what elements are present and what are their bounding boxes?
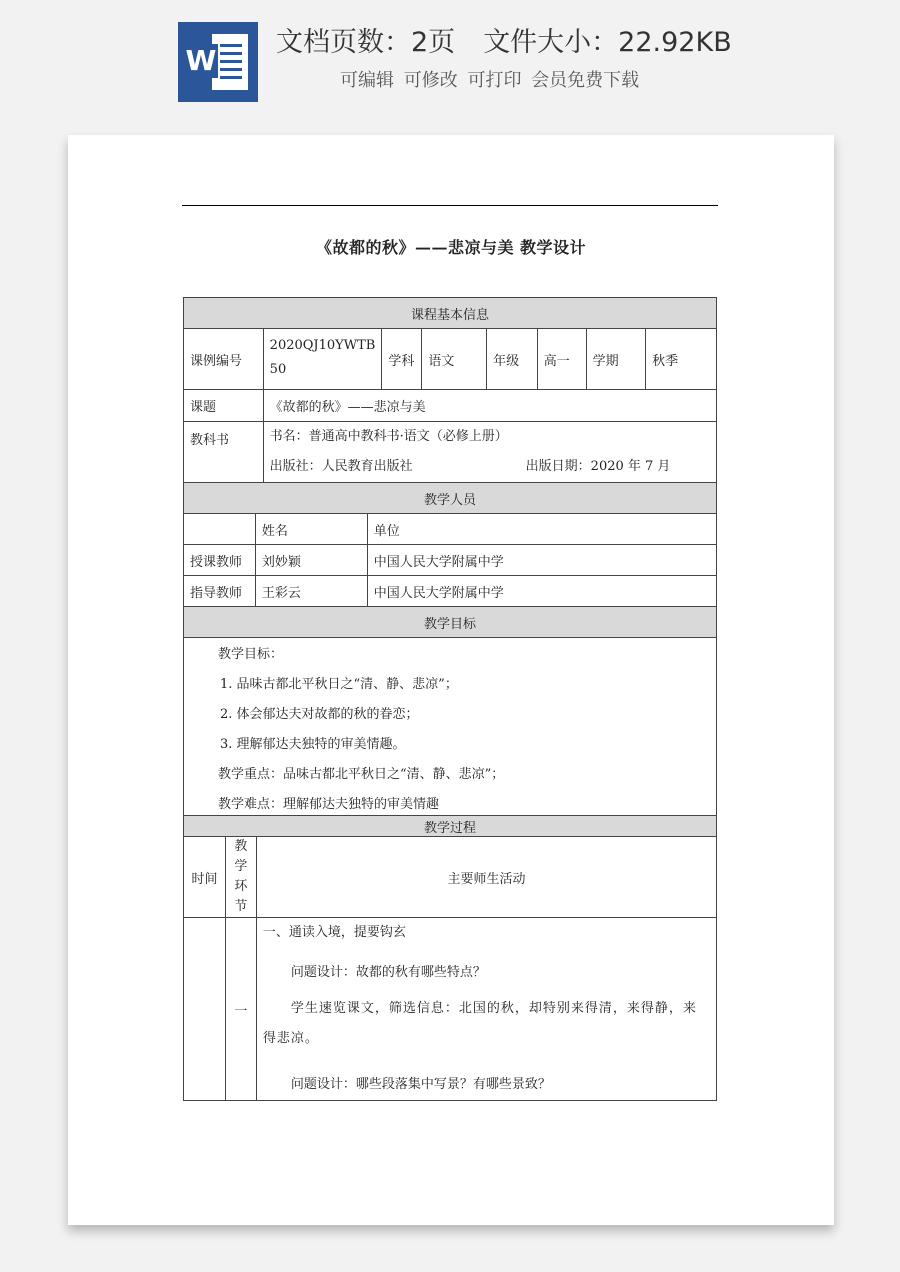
staff-unit: 中国人民大学附属中学 (367, 576, 716, 607)
term-value: 秋季 (646, 329, 717, 390)
question-2: 问题设计：哪些段落集中写景？有哪些景致？ (290, 1077, 551, 1092)
term-label: 学期 (586, 329, 645, 390)
table-row (184, 576, 717, 607)
question-1: 问题设计：故都的秋有哪些特点？ (290, 965, 486, 980)
goal-item: 3. 理解郁达夫独特的审美情趣。 (220, 737, 406, 752)
staff-name: 刘妙颖 (255, 545, 367, 576)
staff-role: 指导教师 (184, 576, 256, 607)
staff-unit: 中国人民大学附属中学 (367, 545, 716, 576)
staff-name: 王彩云 (255, 576, 367, 607)
goals-header: 教学目标 (184, 607, 717, 638)
word-logo-letter: W (185, 44, 217, 77)
teaching-process-table (183, 815, 717, 1101)
staff-unit-column: 单位 (367, 514, 716, 545)
staff-name-column: 姓名 (255, 514, 367, 545)
staff-role: 授课教师 (184, 545, 256, 576)
step-title: 一、通读入境，提要钩玄 (262, 925, 406, 940)
word-document-icon (178, 22, 258, 102)
document-page (68, 135, 834, 1225)
stage-number: 一 (225, 918, 256, 1101)
staff-table (183, 513, 717, 823)
grade-label: 年级 (487, 329, 538, 390)
grade-value: 高一 (537, 329, 586, 390)
page-count: 文档页数：2页 (276, 27, 456, 58)
textbook-details (263, 422, 716, 483)
publish-date: 出版日期：2020 年 7 月 (525, 459, 671, 474)
staff-header: 教学人员 (184, 483, 717, 514)
activity-column: 主要师生活动 (256, 837, 716, 918)
goals-intro: 教学目标： (218, 647, 284, 662)
banner-title (276, 20, 760, 59)
goal-item: 1. 品味古都北平秋日之“清、静、悲凉”； (220, 677, 458, 692)
difficult-point: 教学难点：理解郁达夫独特的审美情趣 (218, 797, 440, 812)
topic-value: 《故都的秋》——悲凉与美 (263, 390, 716, 422)
stage-column: 教学环节 (225, 837, 256, 918)
course-id-label: 课例编号 (184, 329, 264, 390)
goal-item: 2. 体会郁达夫对故都的秋的眷恋； (220, 707, 419, 722)
file-size: 文件大小：22.92KB (483, 27, 732, 58)
banner-features: 可编辑 可修改 可打印 会员免费下载 (340, 70, 640, 91)
topic-label: 课题 (184, 390, 264, 422)
subject-value: 语文 (422, 329, 487, 390)
answer-1: 学生速览课文，筛选信息：北国的秋，却特别来得清，来得静，来得悲凉。 (262, 1001, 697, 1046)
document-title: 《故都的秋》——悲凉与美 教学设计 (315, 238, 587, 257)
course-info-table (183, 297, 717, 514)
header-rule (182, 205, 718, 206)
publisher: 出版社：人民教育出版社 (269, 459, 413, 474)
process-header: 教学过程 (184, 816, 717, 837)
time-column: 时间 (184, 837, 226, 918)
teaching-goals (184, 638, 717, 823)
activity-content (256, 918, 716, 1101)
course-info-header: 课程基本信息 (184, 298, 717, 329)
textbook-name: 书名：普通高中教科书·语文（必修上册） (269, 429, 508, 444)
document-info-banner (0, 0, 900, 128)
table-row (184, 545, 717, 576)
key-point: 教学重点：品味古都北平秋日之“清、静、悲凉”； (218, 767, 505, 782)
textbook-label: 教科书 (184, 422, 264, 483)
course-id-value: 2020QJ10YWTB 50 (263, 329, 382, 390)
subject-label: 学科 (382, 329, 422, 390)
